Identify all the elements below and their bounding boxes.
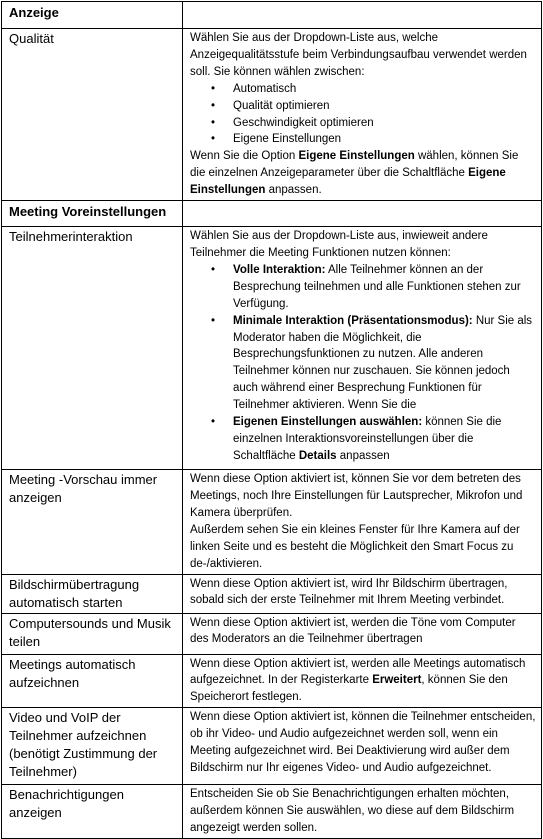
empty-cell xyxy=(183,201,542,227)
row-bildschirmuebertragung xyxy=(2,574,542,613)
qualitaet-note-post: anpassen. xyxy=(265,184,322,197)
row-qualitaet xyxy=(2,29,542,201)
interaction-option-list xyxy=(190,262,536,465)
list-item: • Eigene Einstellungen xyxy=(233,131,536,148)
row-label-computersounds: Computersounds und Musik teilen xyxy=(2,613,183,654)
qualitaet-note-bold: Eigene Einstellungen xyxy=(190,167,506,197)
list-item-text: anpassen xyxy=(336,449,390,462)
row-text-video-voip: Wenn diese Option aktiviert ist, können die Teilnehmer entscheiden, ob ihr Video- und Audio aufgezeichnet werden soll, wenn ein Meeting aufgezeichnet wird. Bei Deaktivierung wird außer dem Bildschirm nur Ihr eigenes Video- und Audio aufgezeichnet. xyxy=(183,708,542,785)
row-label-qualitaet: Qualität xyxy=(2,29,183,201)
row-label-meeting-vorschau: Meeting -Vorschau immer anzeigen xyxy=(2,470,183,574)
row-text-meeting-vorschau xyxy=(183,470,542,574)
list-item-text: können Sie die einzelnen Interaktionsvoreinstellungen über die Schaltfläche xyxy=(233,416,502,462)
empty-cell xyxy=(183,2,542,29)
row-text-benachrichtigungen: Entscheiden Sie ob Sie Benachrichtigungen erhalten möchten, außerdem können Sie auswählen, wo diese auf dem Bildschirm angezeigt werden sollen. xyxy=(183,785,542,839)
row-text-bildschirmuebertragung: Wenn diese Option aktiviert ist, wird Ihr Bildschirm übertragen, sobald sich der erste Teilnehmer mit Ihrem Meeting verbindet. xyxy=(183,574,542,613)
section-row-meeting xyxy=(2,201,542,227)
list-item xyxy=(233,313,536,414)
list-item-title: Minimale Interaktion (Präsentationsmodus): xyxy=(233,314,473,327)
list-item-text: Nur Sie als Moderator haben die Möglichkeit, die Besprechungsfunktionen zu nutzen. Alle anderen Teilnehmer können nur zuschauen. Sie können jedoch auch während einer Besprechung Funktionen für Teilnehmer aktivieren. Wenn Sie die xyxy=(233,314,533,412)
row-meeting-vorschau xyxy=(2,470,542,574)
list-item: • Automatisch xyxy=(233,81,536,98)
qualitaet-note-pre: Wenn Sie die Option xyxy=(190,150,299,163)
erweitert-tab-label: Erweitert xyxy=(372,674,422,687)
row-label-video-voip: Video und VoIP der Teilnehmer aufzeichnen (benötigt Zustimmung der Teilnehmer) xyxy=(2,708,183,785)
list-item-text: Alle Teilnehmer können an der Besprechung teilnehmen und alle Funktionen stehen zur Verfügung. xyxy=(233,263,521,310)
row-text-computersounds: Wenn diese Option aktiviert ist, werden die Töne vom Computer des Moderators an die Teilnehmer übertragen xyxy=(183,613,542,654)
row-text-meetings-aufzeichnen xyxy=(183,654,542,708)
row-label-meetings-aufzeichnen: Meetings automatisch aufzeichnen xyxy=(2,654,183,708)
row-text-qualitaet xyxy=(183,29,542,201)
row-text-teilnehmerinteraktion xyxy=(183,227,542,470)
settings-table xyxy=(1,1,542,839)
row-label-teilnehmerinteraktion: Teilnehmerinteraktion xyxy=(2,227,183,470)
list-item: • Geschwindigkeit optimieren xyxy=(233,115,536,132)
list-item: • Qualität optimieren xyxy=(233,98,536,115)
aufzeichnen-text-post: , können Sie den Speicherort festlegen. xyxy=(190,674,508,704)
qualitaet-note-bold: Eigene Einstellungen xyxy=(298,150,415,163)
vorschau-text-2: Außerdem sehen Sie ein kleines Fenster für Ihre Kamera auf der linken Seite und es besteht die Möglichkeit den Smart Focus zu de-/aktivieren. xyxy=(190,523,520,570)
teilnehmer-intro: Wählen Sie aus der Dropdown-Liste aus, inwieweit andere Teilnehmer die Meeting Funktionen nutzen können: xyxy=(190,230,488,259)
list-item-title: Volle Interaktion: xyxy=(233,263,326,276)
row-meetings-aufzeichnen xyxy=(2,654,542,708)
row-benachrichtigungen xyxy=(2,785,542,839)
row-computersounds xyxy=(2,613,542,654)
row-label-bildschirmuebertragung: Bildschirmübertragung automatisch starten xyxy=(2,574,183,613)
row-teilnehmerinteraktion xyxy=(2,227,542,470)
section-row-anzeige xyxy=(2,2,542,29)
list-item xyxy=(233,262,536,313)
aufzeichnen-text: Wenn diese Option aktiviert ist, werden alle Meetings automatisch aufgezeichnet. In der Registerkarte xyxy=(190,657,526,687)
row-video-voip xyxy=(2,708,542,785)
section-heading-meeting: Meeting Voreinstellungen xyxy=(2,201,183,227)
qualitaet-intro: Wählen Sie aus der Dropdown-Liste aus, welche Anzeigequalitätsstufe beim Verbindungsaufbau verwendet werden soll. Sie können wählen zwischen: xyxy=(190,32,527,78)
list-item-title: Eigenen Einstellungen auswählen: xyxy=(233,416,423,429)
list-item xyxy=(233,414,536,465)
qualitaet-note xyxy=(190,148,536,199)
vorschau-text: Wenn diese Option aktiviert ist, können Sie vor dem betreten des Meetings, noch Ihre Einstellungen für Lautsprecher, Mikrofon und Kamera überprüfen. xyxy=(190,473,523,519)
details-button-label: Details xyxy=(298,449,337,462)
row-label-benachrichtigungen: Benachrichtigungen anzeigen xyxy=(2,785,183,839)
section-heading-anzeige: Anzeige xyxy=(2,2,183,29)
qualitaet-option-list xyxy=(190,81,536,149)
qualitaet-note-mid: wählen, können Sie die einzelnen Anzeigeparameter über die Schaltfläche xyxy=(190,150,519,180)
